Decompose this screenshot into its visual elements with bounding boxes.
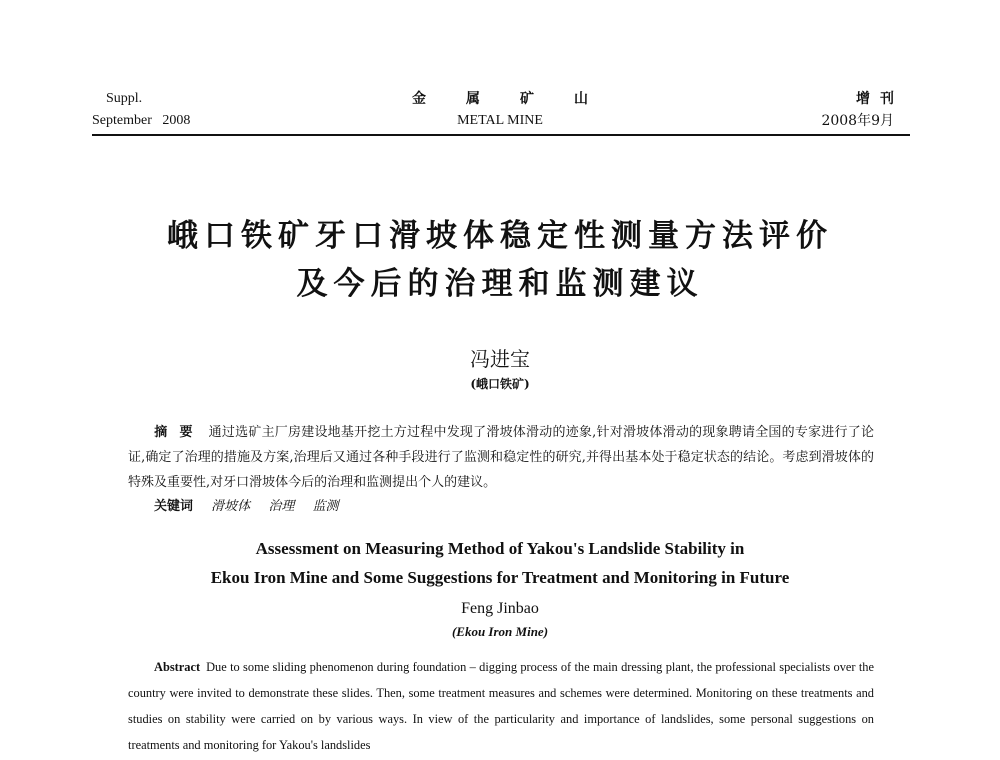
article-title-cn-line1: 峨口铁矿牙口滑坡体稳定性测量方法评价: [167, 218, 833, 254]
abstract-en-label: Abstract: [154, 660, 201, 674]
running-header: [92, 88, 908, 134]
article-title-en-line2: Ekou Iron Mine and Some Suggestions for Treatment and Monitoring in Future: [210, 568, 790, 587]
journal-name-en: METAL MINE: [457, 113, 543, 128]
article-title-en: [0, 534, 1000, 592]
header-rule: [92, 134, 910, 136]
author-name-cn: 冯进宝: [470, 347, 530, 371]
abstract-cn-text: 通过选矿主厂房建设地基开挖土方过程中发现了滑坡体滑动的迹象,针对滑坡体滑动的现象聘请全国的专家进行了论证,确定了治理的措施及方案,治理后又通过各种手段进行了监测和稳定性的研究,并得出基本处于稳定状态的结论。考虑到滑坡体的特殊及重要性,对牙口滑坡体今后的治理和监测提出个人的建议。: [128, 425, 874, 490]
header-supplement-cn: 增刊: [856, 91, 904, 107]
journal-name-cn: 金属矿山: [412, 91, 628, 107]
abstract-cn: [128, 420, 874, 495]
keyword-item: 治理: [268, 499, 295, 514]
keywords-cn: [154, 496, 352, 518]
header-center: [92, 88, 908, 132]
affiliation-cn: (峨口铁矿): [470, 377, 530, 391]
header-date-cn: 2008年9月: [821, 113, 894, 129]
author-name-en: Feng Jinbao: [461, 600, 539, 617]
abstract-en-text: Due to some sliding phenomenon during foundation – digging process of the main dressing plant, the professional specialists over the country were invited to demonstrate these slides. Then, some treatment measures and schemes were determined. Monitoring on these treatments and studies on stability were carried on by various ways. In view of the particularity and importance of landslides, some personal suggestions on treatments and monitoring for Yakou's landslides: [128, 660, 874, 752]
keyword-item: 滑坡体: [211, 499, 251, 514]
header-right: [821, 88, 904, 132]
affiliation-en: (Ekou Iron Mine): [451, 624, 549, 639]
header-date-en: September 2008: [92, 113, 191, 128]
keywords-cn-label: 关键词: [154, 499, 194, 514]
keyword-item: 监测: [312, 499, 339, 514]
abstract-en: [128, 654, 874, 758]
article-title-cn: [0, 212, 1000, 308]
header-supplement-label: Suppl.: [106, 91, 143, 106]
abstract-cn-label: 摘要: [154, 425, 205, 440]
article-title-cn-line2: 及今后的治理和监测建议: [296, 266, 704, 302]
article-title-en-line1: Assessment on Measuring Method of Yakou's Landslide Stability in: [255, 539, 745, 558]
